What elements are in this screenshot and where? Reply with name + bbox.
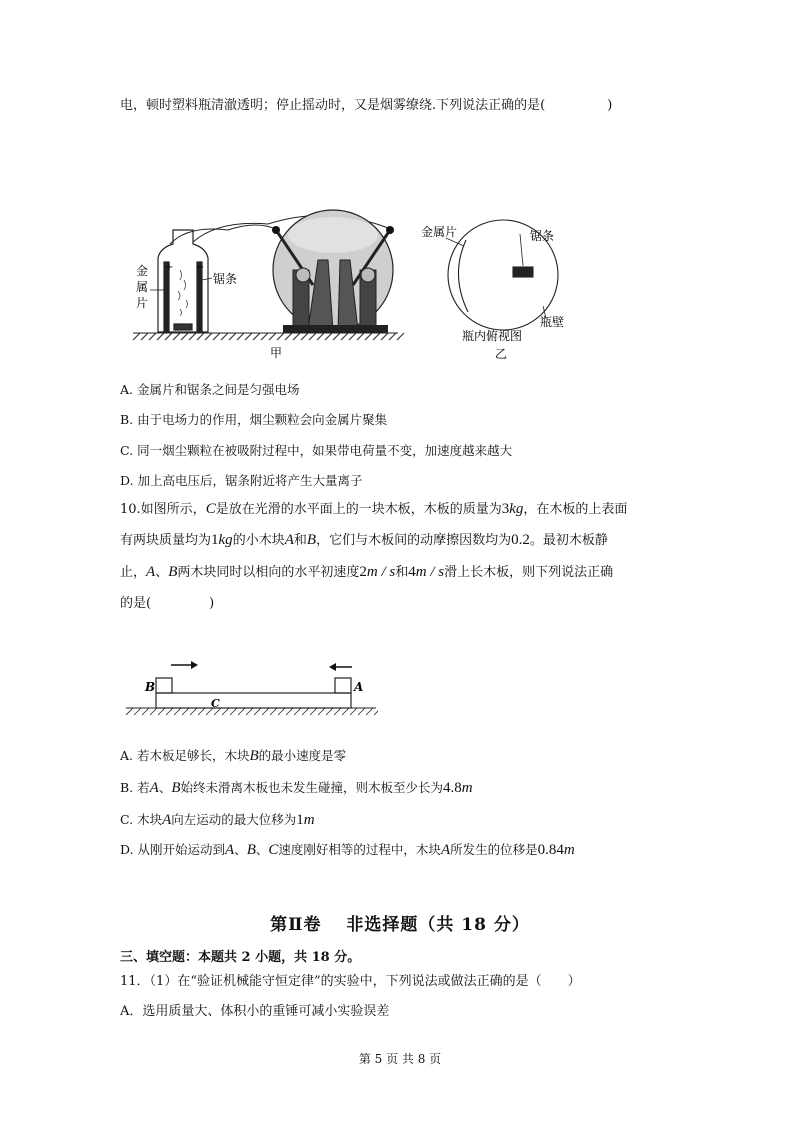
section-title: 第Ⅱ卷 非选择题（共 18 分） — [270, 915, 530, 935]
ground-left — [133, 333, 404, 340]
ground-hatch-line — [158, 708, 165, 715]
ground-hatch-line — [141, 333, 148, 340]
ground-hatch-line — [357, 333, 364, 340]
ground-hatch-line — [261, 333, 268, 340]
ground-hatch-line — [230, 708, 237, 715]
unit-m: m — [461, 780, 473, 796]
ground-hatch-line — [381, 333, 388, 340]
opt-text: 向左运动的最大位移为 — [171, 812, 297, 827]
ground-hatch-line — [133, 333, 140, 340]
ground-hatch-line — [149, 333, 156, 340]
min-length-value: 4.8 — [443, 780, 462, 796]
bottle-minus: − — [196, 262, 205, 273]
fill-in-heading: 三、填空题：本题共 2 小题，共 18 分。 — [120, 950, 361, 965]
wire-1 — [170, 225, 278, 244]
q9-blank-close: ) — [607, 98, 613, 113]
q10-line-1 — [120, 499, 627, 520]
q11-option-a: A．选用质量大、体积小的重锤可减小实验误差 — [120, 1004, 390, 1019]
q9-figure — [128, 200, 618, 365]
board-C — [156, 693, 351, 708]
q10-text: 和 — [293, 533, 307, 548]
ground-hatch-line — [237, 333, 244, 340]
var-A: A — [149, 780, 159, 796]
unit-ms: m / s — [366, 564, 396, 580]
ground-hatch-line — [342, 708, 349, 715]
smoke — [178, 270, 188, 316]
ground-hatch-line — [221, 333, 228, 340]
ground-hatch-line — [326, 708, 333, 715]
q10-blank-close: ) — [209, 596, 215, 611]
ground-hatch-line — [397, 333, 404, 340]
ground-hatch-line — [366, 708, 373, 715]
opt-text: 、 — [234, 842, 247, 857]
ground-hatch-line — [277, 333, 284, 340]
ground-hatch-line — [285, 333, 292, 340]
ground-hatch-line — [189, 333, 196, 340]
topview-caption-view: 瓶内俯视图 — [462, 329, 523, 343]
q9-option-c: C. 同一烟尘颗粒在被吸附过程中，如果带电荷量不变，加速度越来越大 — [120, 443, 513, 458]
ground-hatch-line — [293, 333, 300, 340]
q10-text: 滑上长木板，则下列说法正确 — [444, 565, 614, 580]
page-footer: 第 5 页 共 8 页 — [358, 1052, 442, 1066]
ground-hatch-line — [253, 333, 260, 340]
ground-hatch-line — [262, 708, 269, 715]
plastic-bottle — [158, 230, 208, 332]
ground-hatch-line — [350, 708, 357, 715]
caption-yi: 乙 — [495, 347, 508, 361]
unit-kg: kg — [509, 501, 524, 517]
q10-text: 10.如图所示， — [120, 502, 206, 517]
ground-hatch-line — [238, 708, 245, 715]
q10-option-a — [120, 746, 346, 766]
opt-text: A. 若木板足够长，木块 — [120, 748, 250, 763]
ground-hatch-line — [245, 333, 252, 340]
ground-hatch-line — [333, 333, 340, 340]
opt-text: D. 从刚开始运动到 — [120, 842, 226, 857]
q10-text: ，在木板的上表面 — [523, 502, 628, 517]
q10-line-4 — [120, 594, 214, 614]
max-displacement-value: 1 — [296, 812, 304, 828]
ground-hatch-line — [182, 708, 189, 715]
ground-hatch-line — [246, 708, 253, 715]
var-A: A — [146, 564, 156, 580]
opt-text: B. 若 — [120, 780, 150, 795]
q10-text: 两木块同时以相向的水平初速度 — [177, 565, 360, 580]
q10-text: 和 — [395, 565, 409, 580]
var-C: C — [205, 501, 216, 517]
ground-hatch-line — [270, 708, 277, 715]
q10-figure — [126, 655, 378, 717]
unit-ms: m / s — [415, 564, 445, 580]
ground-hatch-line — [302, 708, 309, 715]
ground-hatch-line — [134, 708, 141, 715]
q10-text: 是放在光滑的水平面上的一块木板，木板的质量为 — [215, 502, 502, 517]
unit-m: m — [563, 842, 575, 858]
ground-hatch-line — [157, 333, 164, 340]
opt-text: 速度刚好相等的过程中，木块 — [278, 842, 441, 857]
ground-hatch-line — [365, 333, 372, 340]
var-B: B — [246, 842, 256, 858]
var-A: A — [440, 842, 451, 858]
ground-hatch-line — [173, 333, 180, 340]
topview-label-saw: 锯条 — [530, 229, 555, 243]
ground-hatch-line — [126, 708, 133, 715]
ground-hatch-line — [389, 333, 396, 340]
block-B — [156, 678, 172, 693]
opt-text: 的最小速度是零 — [258, 748, 347, 763]
unit-m: m — [303, 812, 315, 828]
ground-hatch-line — [213, 333, 220, 340]
ground-hatch-line — [325, 333, 332, 340]
label-C: C — [211, 697, 220, 710]
opt-text: 、 — [158, 780, 172, 795]
ground-hatch-line — [166, 708, 173, 715]
ground-hatch-line — [318, 708, 325, 715]
q10-text: 。最初木板静 — [529, 533, 608, 548]
q10-line-2 — [120, 530, 608, 551]
q10-text: ，它们与木板间的动摩擦因数均为 — [316, 533, 512, 548]
ground-hatch-line — [310, 708, 317, 715]
electrostatic-generator — [272, 210, 394, 333]
arrow-left-icon — [329, 663, 352, 671]
q9-stem-text: 电，顿时塑料瓶清澈透明；停止摇动时，又是烟雾缭绕.下列说法正确的是( — [120, 98, 546, 113]
opt-text: 所发生的位移是 — [450, 842, 538, 857]
ground-hatch-line — [334, 708, 341, 715]
label-saw-strip: 锯条 — [213, 272, 238, 286]
q9-option-b: B. 由于电场力的作用，烟尘颗粒会向金属片聚集 — [120, 412, 388, 427]
var-B: B — [168, 564, 178, 580]
ground-hatch-line — [165, 333, 172, 340]
ground-hatch-line — [286, 708, 293, 715]
ground-hatch-line — [358, 708, 365, 715]
ground-hatch-line — [198, 708, 205, 715]
var-A: A — [225, 842, 235, 858]
q9-option-a: A. 金属片和锯条之间是匀强电场 — [120, 382, 300, 397]
q10-text: 止， — [120, 565, 147, 580]
label-metal-sheet-2: 属 — [136, 280, 149, 294]
friction-coefficient: 0.2 — [511, 532, 530, 548]
ground-hatch-line — [150, 708, 157, 715]
var-A: A — [162, 812, 172, 828]
opt-text: C. 木块 — [120, 812, 163, 827]
ground-hatch-line — [341, 333, 348, 340]
ground-hatch-line — [174, 708, 181, 715]
ground-hatch-line — [294, 708, 301, 715]
q10-text: 的是( — [120, 596, 152, 611]
speed-2: 4 — [408, 564, 416, 580]
q10-text: 有两块质量均为 — [120, 533, 212, 548]
ground-hatch-line — [309, 333, 316, 340]
block-A — [335, 678, 351, 693]
var-B: B — [249, 748, 259, 764]
var-B: B — [306, 532, 317, 548]
var-C: C — [268, 842, 279, 858]
ground-hatch-line — [349, 333, 356, 340]
ground-hatch-line — [190, 708, 197, 715]
q10-option-d — [120, 840, 575, 860]
q9-stem-tail — [120, 96, 612, 116]
opt-text: 始终未滑离木板也未发生碰撞，则木板至少长为 — [180, 780, 444, 795]
var-B: B — [171, 780, 181, 796]
ground-hatch-line — [317, 333, 324, 340]
arrow-right-icon — [171, 661, 198, 669]
ground-hatch-line — [373, 333, 380, 340]
speed-1: 2 — [359, 564, 367, 580]
label-B: B — [145, 680, 156, 694]
q10-option-c — [120, 810, 315, 830]
label-A: A — [354, 680, 364, 694]
q10-option-b — [120, 778, 473, 798]
mass-block: 1 — [211, 532, 219, 548]
ground-hatch-line — [301, 333, 308, 340]
topview-label-wall: 瓶壁 — [540, 315, 565, 329]
displacement-value: 0.84 — [537, 842, 564, 858]
label-metal-sheet-3: 片 — [136, 296, 149, 310]
bottle-plus: + — [165, 262, 174, 273]
var-A: A — [284, 532, 294, 548]
ground-hatch-line — [254, 708, 261, 715]
ground-hatch-line — [269, 333, 276, 340]
opt-text: 、 — [255, 842, 269, 857]
q10-text: 的小木块 — [232, 533, 285, 548]
mass-board: 3 — [501, 501, 510, 517]
label-metal-sheet-1: 金 — [136, 264, 149, 278]
unit-kg: kg — [218, 532, 233, 548]
ground-hatch-line — [197, 333, 204, 340]
topview-label-metal: 金属片 — [421, 225, 458, 239]
ground-hatch-line — [229, 333, 236, 340]
ground-hatch-line — [181, 333, 188, 340]
q11-stem: 11．（1）在“验证机械能守恒定律”的实验中，下列说法或做法正确的是（ ） — [120, 974, 581, 989]
ground-hatch-line — [374, 708, 378, 715]
q10-text: 、 — [155, 565, 169, 580]
caption-jia: 甲 — [270, 346, 283, 360]
ground-hatch-line — [205, 333, 212, 340]
ground-hatch-line — [278, 708, 285, 715]
ground-hatch-line — [142, 708, 149, 715]
q9-option-d: D. 加上高电压后，锯条附近将产生大量离子 — [120, 473, 363, 488]
q10-line-3 — [120, 562, 613, 583]
ground-hatch-line — [222, 708, 229, 715]
